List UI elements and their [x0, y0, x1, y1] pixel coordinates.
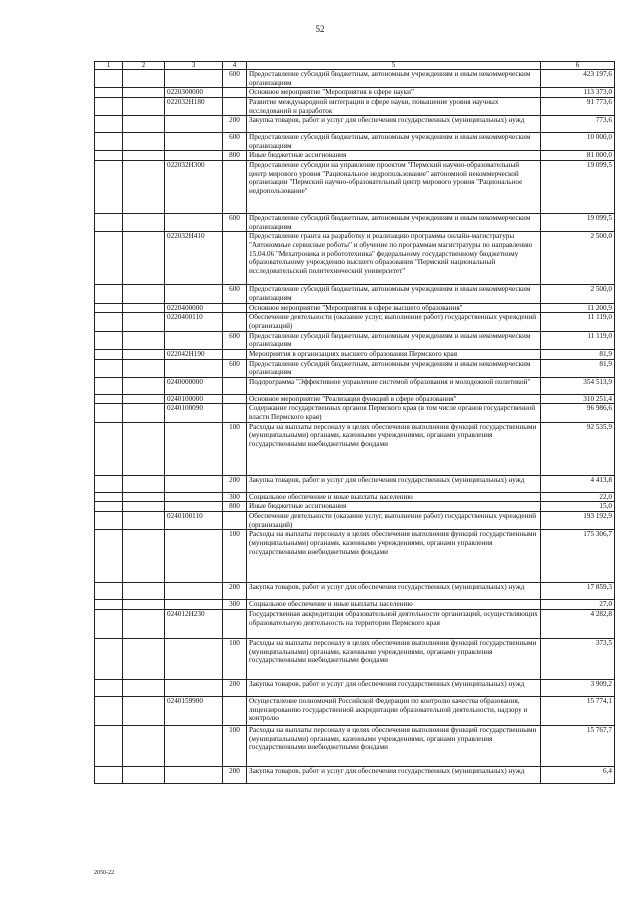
col-header: 2	[123, 62, 165, 70]
col2-cell	[123, 638, 165, 679]
expense-type-code: 100	[223, 530, 247, 583]
row-description: Закупка товаров, работ и услуг для обеспечения государственных (муниципальных) нужд	[247, 583, 541, 600]
table-row	[95, 404, 615, 422]
col1-cell	[95, 161, 123, 214]
table-row	[95, 766, 615, 783]
col1-cell	[95, 303, 123, 313]
table-row	[95, 422, 615, 475]
row-amount: 4 282,8	[541, 609, 615, 638]
target-article-code: 0240100090	[165, 404, 223, 422]
table-row	[95, 161, 615, 214]
col1-cell	[95, 502, 123, 512]
col1-cell	[95, 766, 123, 783]
col1-cell	[95, 583, 123, 600]
target-article-code: 0240100110	[165, 512, 223, 530]
row-amount: 15 767,7	[541, 725, 615, 766]
row-amount: 96 986,6	[541, 404, 615, 422]
expense-type-code: 600	[223, 285, 247, 303]
table-row	[95, 492, 615, 502]
row-amount: 193 192,9	[541, 512, 615, 530]
col2-cell	[123, 422, 165, 475]
target-article-code	[165, 475, 223, 492]
table-row	[95, 97, 615, 115]
table-row	[95, 116, 615, 133]
col1-cell	[95, 422, 123, 475]
expense-type-code: 100	[223, 422, 247, 475]
row-amount: 10 000,0	[541, 133, 615, 151]
col2-cell	[123, 583, 165, 600]
row-description: Обеспечение деятельности (оказание услуг, выполнение работ) государственных учреждений (организаций)	[247, 512, 541, 530]
expense-type-code: 600	[223, 214, 247, 232]
col1-cell	[95, 377, 123, 394]
row-amount: 91 773,6	[541, 97, 615, 115]
row-amount: 81 000,0	[541, 151, 615, 161]
expense-type-code	[223, 349, 247, 359]
table-row	[95, 502, 615, 512]
col1-cell	[95, 475, 123, 492]
col2-cell	[123, 161, 165, 214]
expense-type-code	[223, 88, 247, 98]
col1-cell	[95, 679, 123, 696]
col1-cell	[95, 214, 123, 232]
col2-cell	[123, 303, 165, 313]
row-amount: 22,0	[541, 492, 615, 502]
col1-cell	[95, 394, 123, 404]
row-amount: 175 306,7	[541, 530, 615, 583]
target-article-code	[165, 679, 223, 696]
table-row	[95, 512, 615, 530]
expense-type-code: 300	[223, 600, 247, 610]
expense-type-code: 100	[223, 638, 247, 679]
table-row	[95, 313, 615, 331]
row-description: Предоставление субсидий бюджетным, автономным учреждениям и иным некоммерческим организациям	[247, 285, 541, 303]
footer-code: 2050-22	[94, 870, 114, 876]
row-description: Предоставление гранта на разработку и реализацию программы онлайн-магистратуры "Автономные сервисные роботы" и обучение по программам магистратуры по направлению 15.04.06 "Мехатроника и робототехника" федеральному государственному бюджетному образовательному учреждению высшего образования "Пермский национальный исследовательский политехнический университет"	[247, 232, 541, 285]
target-article-code	[165, 359, 223, 377]
row-description: Обеспечение деятельности (оказание услуг, выполнение работ) государственных учреждений (организаций)	[247, 313, 541, 331]
col2-cell	[123, 492, 165, 502]
target-article-code	[165, 422, 223, 475]
target-article-code	[165, 133, 223, 151]
row-amount: 310 251,4	[541, 394, 615, 404]
col1-cell	[95, 313, 123, 331]
row-amount: 17 859,3	[541, 583, 615, 600]
expense-type-code: 200	[223, 475, 247, 492]
target-article-code: 0220300000	[165, 88, 223, 98]
col1-cell	[95, 492, 123, 502]
col2-cell	[123, 331, 165, 349]
row-description: Предоставление субсидий бюджетным, автономным учреждениям и иным некоммерческим организациям	[247, 331, 541, 349]
col-header: 1	[95, 62, 123, 70]
col2-cell	[123, 725, 165, 766]
target-article-code	[165, 502, 223, 512]
expense-type-code: 200	[223, 766, 247, 783]
col2-cell	[123, 116, 165, 133]
target-article-code: 022032Н300	[165, 161, 223, 214]
target-article-code: 024012Н230	[165, 609, 223, 638]
col1-cell	[95, 232, 123, 285]
expense-type-code	[223, 232, 247, 285]
target-article-code: 0240100000	[165, 394, 223, 404]
expense-type-code: 200	[223, 679, 247, 696]
row-amount: 19 099,5	[541, 214, 615, 232]
col2-cell	[123, 679, 165, 696]
target-article-code	[165, 492, 223, 502]
row-amount: 773,6	[541, 116, 615, 133]
col2-cell	[123, 97, 165, 115]
table-row	[95, 475, 615, 492]
table-row	[95, 133, 615, 151]
col2-cell	[123, 214, 165, 232]
col-header: 5	[247, 62, 541, 70]
col-header: 6	[541, 62, 615, 70]
col1-cell	[95, 609, 123, 638]
expense-type-code: 100	[223, 725, 247, 766]
col2-cell	[123, 600, 165, 610]
row-description: Расходы на выплаты персоналу в целях обеспечения выполнения функций государственными (муниципальными) органами, казенными учреждениями, органами управления государственными внебюджетными фондами	[247, 530, 541, 583]
target-article-code: 022042Н190	[165, 349, 223, 359]
col2-cell	[123, 359, 165, 377]
target-article-code	[165, 530, 223, 583]
table-row	[95, 232, 615, 285]
target-article-code	[165, 583, 223, 600]
col2-cell	[123, 696, 165, 725]
row-description: Расходы на выплаты персоналу в целях обеспечения выполнения функций государственными (муниципальными) органами, казенными учреждениями, органами управления государственными внебюджетными фондами	[247, 422, 541, 475]
col1-cell	[95, 331, 123, 349]
col2-cell	[123, 70, 165, 88]
target-article-code	[165, 214, 223, 232]
table-row	[95, 359, 615, 377]
col2-cell	[123, 349, 165, 359]
col2-cell	[123, 404, 165, 422]
table-row	[95, 600, 615, 610]
col-header: 3	[165, 62, 223, 70]
target-article-code: 0220400000	[165, 303, 223, 313]
expense-type-code: 600	[223, 70, 247, 88]
target-article-code	[165, 151, 223, 161]
row-description: Предоставление субсидий бюджетным, автономным учреждениям и иным некоммерческим организациям	[247, 359, 541, 377]
col2-cell	[123, 609, 165, 638]
target-article-code	[165, 766, 223, 783]
col1-cell	[95, 725, 123, 766]
table-row	[95, 638, 615, 679]
row-amount: 373,5	[541, 638, 615, 679]
expense-type-code: 200	[223, 583, 247, 600]
col1-cell	[95, 600, 123, 610]
table-row	[95, 151, 615, 161]
expense-type-code	[223, 377, 247, 394]
col1-cell	[95, 133, 123, 151]
row-description: Основное мероприятие "Мероприятия в сфере высшего образования"	[247, 303, 541, 313]
row-description: Закупка товаров, работ и услуг для обеспечения государственных (муниципальных) нужд	[247, 116, 541, 133]
row-amount: 15,0	[541, 502, 615, 512]
row-amount: 92 535,9	[541, 422, 615, 475]
col1-cell	[95, 116, 123, 133]
col2-cell	[123, 394, 165, 404]
row-description: Осуществление полномочий Российской Федерации по контролю качества образования, лицензированию государственной аккредитации образовательной деятельности, надзору и контролю	[247, 696, 541, 725]
target-article-code: 0240000000	[165, 377, 223, 394]
table-row	[95, 349, 615, 359]
target-article-code	[165, 638, 223, 679]
target-article-code: 022032Н410	[165, 232, 223, 285]
col1-cell	[95, 512, 123, 530]
col2-cell	[123, 232, 165, 285]
table-row	[95, 303, 615, 313]
expense-type-code: 800	[223, 502, 247, 512]
row-amount: 11 119,0	[541, 313, 615, 331]
expense-type-code: 600	[223, 133, 247, 151]
table-row	[95, 331, 615, 349]
row-description: Расходы на выплаты персоналу в целях обеспечения выполнения функций государственными (муниципальными) органами, казенными учреждениями, органами управления государственными внебюджетными фондами	[247, 638, 541, 679]
col1-cell	[95, 404, 123, 422]
row-description: Основное мероприятие "Мероприятия в сфере науки"	[247, 88, 541, 98]
row-amount: 423 197,6	[541, 70, 615, 88]
table-row	[95, 214, 615, 232]
col2-cell	[123, 512, 165, 530]
expense-type-code: 600	[223, 359, 247, 377]
col2-cell	[123, 151, 165, 161]
col2-cell	[123, 766, 165, 783]
target-article-code	[165, 70, 223, 88]
row-description: Предоставление субсидий бюджетным, автономным учреждениям и иным некоммерческим организациям	[247, 214, 541, 232]
expense-type-code: 600	[223, 331, 247, 349]
row-description: Государственная аккредитация образовательной деятельности организаций, осуществляющих образовательную деятельность на территории Пермского края	[247, 609, 541, 638]
row-amount: 27,0	[541, 600, 615, 610]
target-article-code: 0240159900	[165, 696, 223, 725]
target-article-code: 0220400110	[165, 313, 223, 331]
row-description: Социальное обеспечение и иные выплаты населению	[247, 492, 541, 502]
expense-type-code: 800	[223, 151, 247, 161]
table-header-row	[95, 62, 615, 70]
row-amount: 19 099,5	[541, 161, 615, 214]
row-description: Иные бюджетные ассигнования	[247, 502, 541, 512]
row-description: Основное мероприятие "Реализация функций в сфере образования"	[247, 394, 541, 404]
row-amount: 3 909,2	[541, 679, 615, 696]
row-amount: 11 119,0	[541, 331, 615, 349]
row-amount: 113 373,0	[541, 88, 615, 98]
row-description: Предоставление субсидии на управление проектом "Пермский научно-образовательный центр мирового уровня "Рациональное недропользование" автономной некоммерческой организации "Пермский научно-образовательный центр мирового уровня "Рациональное недропользование"	[247, 161, 541, 214]
table-row	[95, 88, 615, 98]
expense-type-code	[223, 696, 247, 725]
col2-cell	[123, 475, 165, 492]
expense-type-code: 300	[223, 492, 247, 502]
col2-cell	[123, 313, 165, 331]
row-description: Предоставление субсидий бюджетным, автономным учреждениям и иным некоммерческим организациям	[247, 70, 541, 88]
table-row	[95, 583, 615, 600]
col2-cell	[123, 133, 165, 151]
row-description: Предоставление субсидий бюджетным, автономным учреждениям и иным некоммерческим организациям	[247, 133, 541, 151]
row-amount: 81,9	[541, 359, 615, 377]
table-row	[95, 285, 615, 303]
col-header: 4	[223, 62, 247, 70]
col1-cell	[95, 151, 123, 161]
col2-cell	[123, 285, 165, 303]
page-number: 52	[315, 24, 325, 34]
target-article-code	[165, 600, 223, 610]
col2-cell	[123, 377, 165, 394]
table-row	[95, 377, 615, 394]
row-description: Расходы на выплаты персоналу в целях обеспечения выполнения функций государственными (муниципальными) органами, казенными учреждениями, органами управления государственными внебюджетными фондами	[247, 725, 541, 766]
expense-type-code	[223, 161, 247, 214]
col1-cell	[95, 349, 123, 359]
row-description: Содержание государственных органов Пермского края (в том числе органов государственной власти Пермского края)	[247, 404, 541, 422]
table-row	[95, 609, 615, 638]
col2-cell	[123, 502, 165, 512]
table-row	[95, 679, 615, 696]
col1-cell	[95, 97, 123, 115]
row-description: Закупка товаров, работ и услуг для обеспечения государственных (муниципальных) нужд	[247, 475, 541, 492]
table-row	[95, 696, 615, 725]
col1-cell	[95, 696, 123, 725]
col1-cell	[95, 359, 123, 377]
col2-cell	[123, 88, 165, 98]
row-amount: 15 774,1	[541, 696, 615, 725]
row-amount: 354 513,9	[541, 377, 615, 394]
expense-type-code	[223, 313, 247, 331]
row-amount: 6,4	[541, 766, 615, 783]
expense-type-code	[223, 303, 247, 313]
expense-type-code: 200	[223, 116, 247, 133]
col2-cell	[123, 530, 165, 583]
row-amount: 2 500,0	[541, 285, 615, 303]
budget-table	[94, 61, 615, 784]
expense-type-code	[223, 97, 247, 115]
col1-cell	[95, 285, 123, 303]
expense-type-code	[223, 404, 247, 422]
row-amount: 4 413,8	[541, 475, 615, 492]
row-description: Закупка товаров, работ и услуг для обеспечения государственных (муниципальных) нужд	[247, 766, 541, 783]
row-description: Мероприятия в организациях высшего образования Пермского края	[247, 349, 541, 359]
table-row	[95, 70, 615, 88]
target-article-code	[165, 285, 223, 303]
expense-type-code	[223, 394, 247, 404]
row-description: Развитие международной интеграции в сфере науки, повышение уровня научных исследований и разработок	[247, 97, 541, 115]
row-amount: 2 500,0	[541, 232, 615, 285]
col1-cell	[95, 530, 123, 583]
table-row	[95, 725, 615, 766]
col1-cell	[95, 70, 123, 88]
target-article-code	[165, 725, 223, 766]
table-row	[95, 394, 615, 404]
row-amount: 81,9	[541, 349, 615, 359]
col1-cell	[95, 638, 123, 679]
row-description: Закупка товаров, работ и услуг для обеспечения государственных (муниципальных) нужд	[247, 679, 541, 696]
target-article-code: 022032Н180	[165, 97, 223, 115]
expense-type-code	[223, 512, 247, 530]
expense-type-code	[223, 609, 247, 638]
row-description: Подпрограмма "Эффективное управление системой образования и молодежной политикой"	[247, 377, 541, 394]
target-article-code	[165, 331, 223, 349]
table-row	[95, 530, 615, 583]
row-amount: 11 200,9	[541, 303, 615, 313]
target-article-code	[165, 116, 223, 133]
row-description: Иные бюджетные ассигнования	[247, 151, 541, 161]
col1-cell	[95, 88, 123, 98]
row-description: Социальное обеспечение и иные выплаты населению	[247, 600, 541, 610]
